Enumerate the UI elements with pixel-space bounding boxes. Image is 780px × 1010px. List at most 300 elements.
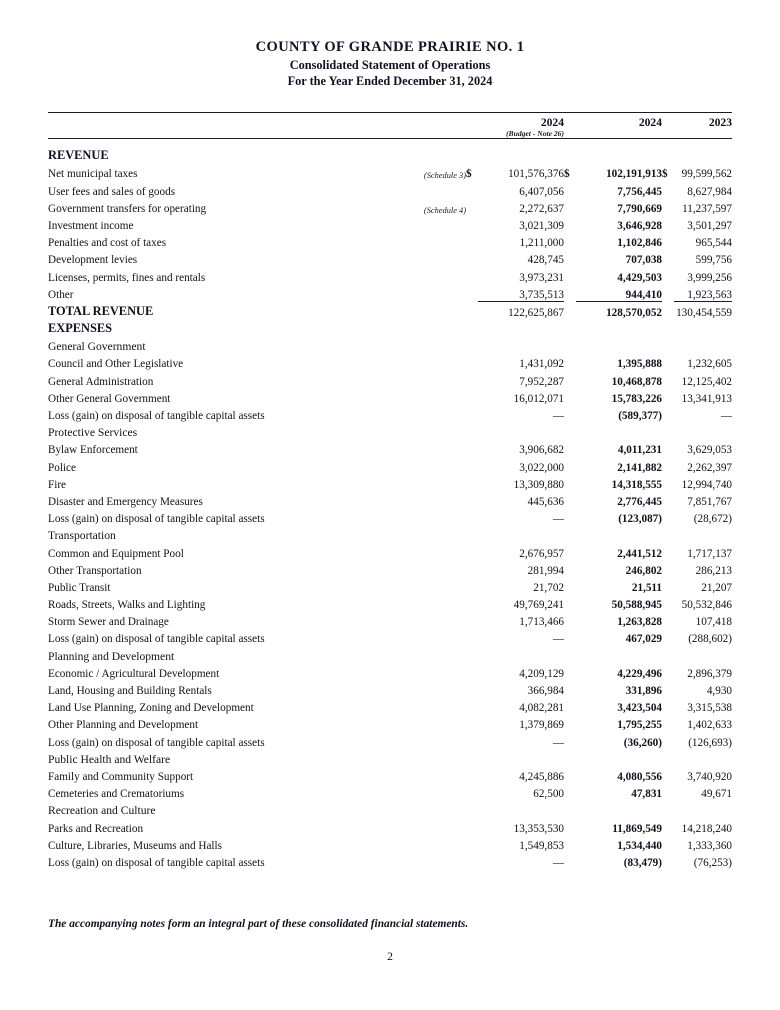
currency-symbol (662, 852, 674, 869)
table-row (48, 508, 732, 525)
value-actual-2024: 7,790,669 (617, 202, 662, 215)
empty-cell (662, 129, 674, 139)
value-budget-2024: 7,952,287 (519, 375, 564, 388)
value-actual-2023: 12,994,740 (681, 478, 732, 491)
row-schedule-reference (404, 232, 466, 249)
currency-symbol (662, 697, 674, 714)
row-label: Bylaw Enforcement (48, 444, 138, 457)
row-label: Council and Other Legislative (48, 358, 184, 371)
currency-symbol (564, 680, 576, 697)
table-row (48, 353, 732, 370)
table-row (48, 215, 732, 232)
row-schedule-reference (404, 542, 466, 559)
value-actual-2023: 1,232,605 (687, 358, 732, 371)
row-schedule-reference (404, 852, 466, 869)
currency-symbol (662, 249, 674, 266)
currency-symbol (466, 180, 478, 197)
table-row (48, 731, 732, 748)
currency-symbol (564, 180, 576, 197)
currency-symbol (466, 370, 478, 387)
row-label: Development levies (48, 254, 138, 267)
empty-cell (404, 139, 466, 147)
group-heading-row (48, 336, 732, 353)
column-header-budget-2024: 2024 (540, 116, 564, 129)
row-label: Family and Community Support (48, 770, 194, 783)
row-label: Cemeteries and Crematoriums (48, 788, 185, 801)
row-schedule-reference (404, 714, 466, 731)
currency-symbol (564, 560, 576, 577)
currency-symbol (466, 577, 478, 594)
row-schedule-reference (404, 783, 466, 800)
value-actual-2024: 467,029 (625, 633, 662, 646)
row-label: Public Transit (48, 581, 111, 594)
row-schedule-reference (404, 560, 466, 577)
statement-period: For the Year Ended December 31, 2024 (287, 74, 493, 89)
value-actual-2024: 2,141,882 (617, 461, 662, 474)
value-actual-2024: 3,646,928 (617, 219, 662, 232)
value-budget-2024: 1,549,853 (519, 839, 564, 852)
table-row (48, 456, 732, 473)
empty-cell (48, 139, 404, 147)
currency-symbol (466, 663, 478, 680)
value-actual-2024: (589,377) (618, 410, 662, 422)
value-actual-2023: 49,671 (701, 788, 732, 801)
currency-symbol (564, 353, 576, 370)
currency-symbol (466, 542, 478, 559)
currency-symbol (564, 284, 576, 302)
empty-cell (674, 139, 732, 147)
empty-cell (564, 129, 576, 139)
row-label: Licenses, permits, fines and rentals (48, 271, 206, 284)
value-actual-2024: 4,011,231 (617, 444, 662, 457)
currency-symbol (466, 284, 478, 302)
table-row (48, 766, 732, 783)
row-schedule-reference (404, 266, 466, 283)
row-schedule-reference (404, 817, 466, 834)
currency-symbol (466, 680, 478, 697)
row-label: Land, Housing and Building Rentals (48, 685, 212, 697)
value-actual-2023: 14,218,240 (681, 822, 732, 835)
value-actual-2024: 707,038 (625, 254, 662, 267)
row-label: General Administration (48, 375, 154, 388)
row-schedule-reference: (Schedule 3) (423, 171, 466, 181)
empty-cell (674, 129, 732, 139)
currency-symbol (662, 594, 674, 611)
total-revenue-row (48, 301, 732, 319)
value-actual-2024: 11,869,549 (612, 822, 662, 835)
row-label: Other Planning and Development (48, 719, 199, 732)
value-actual-2024: 47,831 (631, 788, 662, 801)
row-schedule-reference (404, 215, 466, 232)
value-actual-2024: 331,896 (625, 685, 662, 697)
table-row (48, 388, 732, 405)
row-schedule-reference (404, 508, 466, 525)
table-row (48, 783, 732, 800)
currency-symbol (662, 680, 674, 697)
empty-cell (404, 116, 466, 129)
value-budget-2024: 4,082,281 (519, 702, 564, 715)
currency-symbol (564, 405, 576, 422)
empty-cell (662, 116, 674, 129)
row-label: Culture, Libraries, Museums and Halls (48, 839, 222, 852)
currency-symbol (662, 180, 674, 197)
empty-cell (576, 129, 662, 139)
currency-symbol (662, 714, 674, 731)
page-number: 2 (387, 950, 393, 963)
currency-symbol (564, 215, 576, 232)
currency-symbol (564, 817, 576, 834)
currency-symbol (564, 611, 576, 628)
row-schedule-reference (404, 456, 466, 473)
currency-symbol (466, 474, 478, 491)
value-actual-2023: 50,532,846 (681, 599, 732, 612)
value-actual-2023: 3,740,920 (687, 770, 732, 783)
table-row (48, 680, 732, 697)
value-budget-2024: 1,379,869 (519, 719, 564, 732)
table-row (48, 817, 732, 834)
currency-symbol (564, 508, 576, 525)
currency-symbol (662, 491, 674, 508)
currency-symbol (662, 560, 674, 577)
row-schedule-reference (404, 249, 466, 266)
expense-group-heading: Recreation and Culture (48, 804, 156, 818)
value-actual-2023: 2,896,379 (687, 667, 732, 680)
table-row (48, 835, 732, 852)
value-budget-2024: 2,272,637 (519, 202, 564, 215)
currency-symbol: $ (466, 168, 472, 181)
row-label: Storm Sewer and Drainage (48, 616, 169, 629)
statement-title: Consolidated Statement of Operations (289, 58, 491, 73)
value-budget-2024: — (552, 736, 564, 749)
empty-cell (564, 301, 576, 319)
value-actual-2023: 3,501,297 (687, 219, 732, 232)
currency-symbol (662, 370, 674, 387)
empty-cell (48, 129, 404, 139)
table-row (48, 560, 732, 577)
table-row (48, 628, 732, 645)
row-schedule-reference (404, 491, 466, 508)
currency-symbol (564, 474, 576, 491)
currency-symbol (564, 714, 576, 731)
expense-group-heading: Planning and Development (48, 649, 175, 663)
value-actual-2023: (126,693) (688, 736, 732, 749)
currency-symbol (466, 611, 478, 628)
currency-symbol: $ (662, 168, 668, 181)
empty-cell (466, 129, 478, 139)
value-budget-2024: 3,973,231 (519, 271, 564, 284)
value-budget-2024: 13,353,530 (513, 822, 564, 835)
value-actual-2023: (28,672) (693, 513, 732, 526)
currency-symbol (662, 628, 674, 645)
table-row (48, 611, 732, 628)
column-header-actual-2023: 2023 (708, 116, 732, 129)
document-header (0, 0, 780, 90)
currency-symbol (466, 731, 478, 748)
currency-symbol (662, 353, 674, 370)
value-actual-2023: 1,923,563 (687, 288, 732, 301)
row-label: Net municipal taxes (48, 168, 138, 181)
row-label: Loss (gain) on disposal of tangible capital assets (48, 736, 265, 749)
currency-symbol (466, 198, 478, 215)
value-actual-2024: (83,479) (623, 856, 662, 869)
currency-symbol (466, 266, 478, 283)
row-label: Loss (gain) on disposal of tangible capital assets (48, 410, 265, 422)
value-budget-2024: 3,022,000 (519, 461, 564, 474)
row-schedule-reference (404, 697, 466, 714)
row-schedule-reference (404, 835, 466, 852)
row-label: Fire (48, 478, 67, 491)
currency-symbol (564, 628, 576, 645)
empty-cell (478, 139, 564, 147)
currency-symbol (564, 663, 576, 680)
currency-symbol (662, 405, 674, 422)
row-schedule-reference (404, 594, 466, 611)
currency-symbol (466, 456, 478, 473)
row-label: Land Use Planning, Zoning and Development (48, 702, 254, 715)
currency-symbol (662, 266, 674, 283)
value-actual-2024: 102,191,913 (606, 168, 662, 181)
currency-symbol (564, 697, 576, 714)
currency-symbol (662, 731, 674, 748)
currency-symbol (564, 491, 576, 508)
empty-cell (404, 129, 466, 139)
currency-symbol (466, 249, 478, 266)
value-actual-2024: 246,802 (625, 564, 662, 577)
currency-symbol (564, 198, 576, 215)
value-budget-2024: 366,984 (527, 685, 564, 697)
value-budget-2024: 4,245,886 (519, 770, 564, 783)
currency-symbol (466, 697, 478, 714)
value-actual-2023: (288,602) (688, 633, 732, 646)
value-actual-2024: (123,087) (618, 513, 662, 526)
currency-symbol (662, 835, 674, 852)
value-actual-2023: 8,627,984 (687, 185, 732, 198)
row-label: Common and Equipment Pool (48, 547, 184, 560)
value-actual-2023: 107,418 (695, 616, 732, 629)
organization-title: COUNTY OF GRANDE PRAIRIE NO. 1 (255, 39, 525, 55)
statement-of-operations-table (48, 112, 732, 869)
value-actual-2024: 10,468,878 (611, 375, 662, 388)
expense-group-heading: Public Health and Welfare (48, 752, 171, 766)
row-label: User fees and sales of goods (48, 185, 176, 198)
table-row (48, 594, 732, 611)
currency-symbol (564, 232, 576, 249)
value-budget-2024: 101,576,376 (508, 168, 564, 181)
table-row (48, 439, 732, 456)
section-heading-row (48, 146, 732, 163)
section-heading-row (48, 319, 732, 336)
value-actual-2023: 7,851,767 (687, 495, 732, 508)
group-heading-row (48, 422, 732, 439)
value-budget-2024: — (552, 410, 564, 422)
currency-symbol (662, 439, 674, 456)
currency-symbol (466, 783, 478, 800)
table-row (48, 491, 732, 508)
currency-symbol (564, 783, 576, 800)
currency-symbol (466, 817, 478, 834)
row-schedule-reference (404, 180, 466, 197)
empty-cell (662, 301, 674, 319)
row-label: Penalties and cost of taxes (48, 237, 167, 250)
row-schedule-reference (404, 388, 466, 405)
financial-table-container (48, 112, 732, 869)
currency-symbol (662, 284, 674, 302)
row-label: Disaster and Emergency Measures (48, 495, 203, 508)
currency-symbol (662, 232, 674, 249)
currency-symbol (662, 508, 674, 525)
currency-symbol (466, 714, 478, 731)
currency-symbol (466, 439, 478, 456)
currency-symbol (564, 542, 576, 559)
value-budget-2024: 3,735,513 (519, 288, 564, 301)
table-row (48, 180, 732, 197)
value-budget-2024: 49,769,241 (513, 599, 564, 612)
row-label: Other (48, 289, 74, 302)
empty-cell (576, 139, 662, 147)
group-heading-row (48, 800, 732, 817)
table-row (48, 266, 732, 283)
footnote-text: The accompanying notes form an integral part of these consolidated financial statements. (48, 918, 469, 930)
empty-cell (662, 139, 674, 147)
value-budget-2024: 16,012,071 (513, 392, 564, 405)
row-label: Loss (gain) on disposal of tangible capital assets (48, 633, 265, 646)
row-label: Other General Government (48, 392, 171, 405)
currency-symbol (564, 370, 576, 387)
currency-symbol (662, 388, 674, 405)
currency-symbol (564, 249, 576, 266)
row-schedule-reference (404, 577, 466, 594)
row-schedule-reference: (Schedule 4) (423, 205, 466, 215)
row-schedule-reference (404, 474, 466, 491)
empty-cell (466, 139, 478, 147)
currency-symbol (466, 491, 478, 508)
column-header-actual-2024: 2024 (638, 116, 662, 129)
currency-symbol: $ (564, 168, 570, 181)
value-actual-2023: (76,253) (693, 856, 732, 869)
value-actual-2024: 1,395,888 (617, 358, 662, 371)
row-schedule-reference (404, 405, 466, 422)
row-label: Police (48, 461, 76, 474)
total-actual-2023: 130,454,559 (674, 301, 732, 319)
table-row (48, 163, 732, 180)
value-actual-2023: — (720, 410, 732, 422)
row-schedule-reference (404, 628, 466, 645)
currency-symbol (564, 731, 576, 748)
currency-symbol (564, 577, 576, 594)
expense-group-heading: Transportation (48, 529, 116, 543)
table-row (48, 405, 732, 422)
currency-symbol (564, 766, 576, 783)
total-budget-2024: 122,625,867 (478, 301, 564, 319)
table-row (48, 542, 732, 559)
currency-symbol (662, 198, 674, 215)
row-label: Loss (gain) on disposal of tangible capital assets (48, 856, 265, 869)
row-schedule-reference (404, 663, 466, 680)
value-actual-2024: 21,511 (631, 581, 662, 594)
row-label: Roads, Streets, Walks and Lighting (48, 599, 206, 612)
value-budget-2024: 445,636 (527, 495, 564, 508)
table-header-row (48, 116, 732, 129)
value-budget-2024: 1,211,000 (519, 237, 564, 250)
currency-symbol (564, 439, 576, 456)
value-actual-2024: 7,756,445 (617, 185, 662, 198)
total-revenue-label: TOTAL REVENUE (48, 303, 154, 318)
table-row (48, 284, 732, 302)
row-schedule-reference (404, 284, 466, 302)
value-actual-2023: 3,999,256 (687, 271, 732, 284)
value-budget-2024: 2,676,957 (519, 547, 564, 560)
table-header-subrow (48, 129, 732, 139)
empty-cell (564, 116, 576, 129)
value-actual-2024: 14,318,555 (611, 478, 662, 491)
table-row (48, 697, 732, 714)
row-schedule-reference (404, 439, 466, 456)
currency-symbol (564, 594, 576, 611)
value-budget-2024: 1,431,092 (519, 358, 564, 371)
value-actual-2024: 1,102,846 (617, 237, 662, 250)
value-budget-2024: 62,500 (533, 788, 564, 801)
table-row (48, 474, 732, 491)
value-budget-2024: 1,713,466 (519, 616, 564, 629)
value-actual-2024: 4,429,503 (617, 271, 662, 284)
expenses-section-heading: EXPENSES (48, 321, 113, 336)
row-label: Parks and Recreation (48, 822, 144, 835)
table-row (48, 370, 732, 387)
currency-symbol (466, 405, 478, 422)
table-row (48, 249, 732, 266)
currency-symbol (466, 852, 478, 869)
empty-cell (564, 139, 576, 147)
row-schedule-reference (404, 611, 466, 628)
table-row (48, 852, 732, 869)
row-label: Loss (gain) on disposal of tangible capital assets (48, 513, 265, 526)
currency-symbol (662, 456, 674, 473)
currency-symbol (662, 215, 674, 232)
value-actual-2023: 21,207 (701, 581, 732, 594)
table-row (48, 232, 732, 249)
total-actual-2024: 128,570,052 (576, 301, 662, 319)
expense-group-heading: General Government (48, 340, 146, 354)
currency-symbol (466, 508, 478, 525)
value-actual-2024: 944,410 (625, 288, 662, 301)
group-heading-row (48, 645, 732, 662)
group-heading-row (48, 749, 732, 766)
currency-symbol (564, 388, 576, 405)
currency-symbol (466, 232, 478, 249)
row-label: Other Transportation (48, 564, 142, 577)
row-schedule-reference (404, 353, 466, 370)
table-row (48, 714, 732, 731)
value-actual-2024: 3,423,504 (617, 702, 662, 715)
table-row (48, 577, 732, 594)
value-actual-2024: 1,263,828 (617, 616, 662, 629)
row-schedule-reference (404, 766, 466, 783)
currency-symbol (662, 663, 674, 680)
value-actual-2023: 1,333,360 (687, 839, 732, 852)
table-row (48, 198, 732, 215)
value-actual-2023: 99,599,562 (681, 168, 732, 181)
currency-symbol (466, 215, 478, 232)
currency-symbol (564, 456, 576, 473)
empty-cell (466, 116, 478, 129)
value-budget-2024: 281,994 (527, 564, 564, 577)
row-schedule-reference (404, 370, 466, 387)
currency-symbol (662, 577, 674, 594)
value-actual-2023: 4,930 (706, 685, 732, 697)
currency-symbol (466, 353, 478, 370)
value-actual-2023: 3,629,053 (687, 444, 732, 457)
spacer-row (48, 139, 732, 147)
